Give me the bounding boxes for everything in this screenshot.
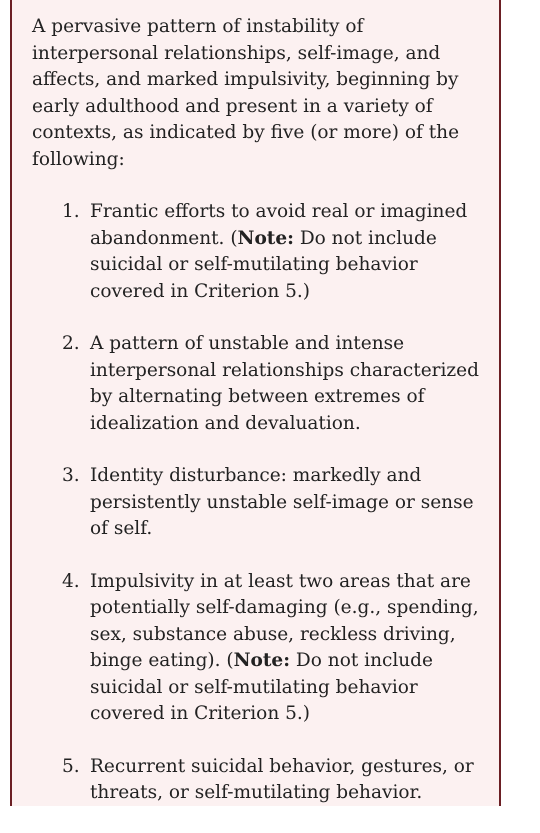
note-label: Note: xyxy=(233,650,291,671)
criterion-number: 2. xyxy=(62,333,80,354)
criterion-text: Identity disturbance: markedly and persistently unstable self-image or sense of self. xyxy=(90,465,474,539)
criteria-box xyxy=(10,0,501,806)
criterion-item-5 xyxy=(32,754,487,807)
criterion-number: 3. xyxy=(62,465,80,486)
intro-paragraph: A pervasive pattern of instability of interpersonal relationships, self-image, and affects, and marked impulsivity, beginning by early adulthood and present in a variety of contexts, as indicated by five (or more) of the following: xyxy=(32,16,460,170)
note-label: Note: xyxy=(237,227,294,249)
criterion-text: A pattern of unstable and intense interpersonal relationships characterized by alternating between extremes of idealization and devaluation. xyxy=(90,333,479,434)
criterion-item-3 xyxy=(32,463,487,543)
criterion-text: Do not include suicidal or self-mutilating behavior covered in Criterion 5.) xyxy=(90,650,433,724)
criterion-text: Do not include suicidal or self-mutilating behavior covered in Criterion 5.) xyxy=(90,227,437,302)
criterion-item-1 xyxy=(32,199,487,305)
criteria-content xyxy=(32,14,487,833)
criteria-list xyxy=(32,199,487,807)
criterion-item-2 xyxy=(32,331,487,437)
criterion-text: Frantic efforts to avoid real or imagined abandonment. ( xyxy=(90,201,468,249)
criterion-text: Impulsivity in at least two areas that are potentially self-damaging (e.g., spending, sex, substance abuse, reckless driving, binge eating). ( xyxy=(90,570,479,671)
criterion-text: Recurrent suicidal behavior, gestures, or threats, or self-mutilating behavior. xyxy=(90,755,474,803)
criterion-number: 1. xyxy=(62,201,80,222)
criterion-number: 4. xyxy=(62,570,80,592)
criterion-number: 5. xyxy=(62,755,80,777)
criterion-item-4 xyxy=(32,569,487,728)
